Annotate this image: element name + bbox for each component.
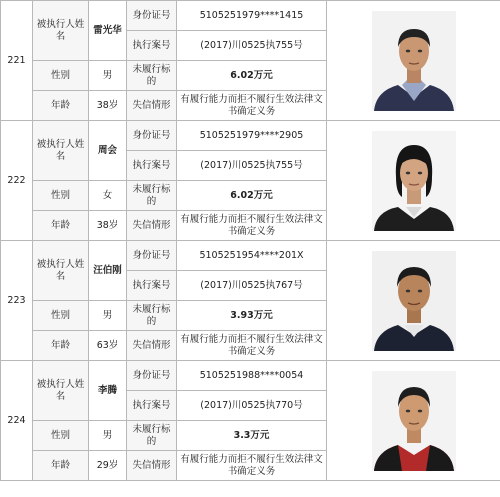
- id-number: 5105251979****2905: [177, 121, 327, 151]
- age-label: 年龄: [33, 91, 89, 121]
- gender-label: 性别: [33, 421, 89, 451]
- case-number: (2017)川0525执755号: [177, 31, 327, 61]
- portrait-photo: [372, 11, 456, 111]
- record-row: [1, 361, 500, 391]
- photo-cell: [327, 1, 500, 121]
- case-number: (2017)川0525执770号: [177, 391, 327, 421]
- age-label: 年龄: [33, 331, 89, 361]
- age-value: 29岁: [89, 451, 127, 481]
- gender-label: 性别: [33, 301, 89, 331]
- unpaid-label: 未履行标的: [127, 301, 177, 331]
- record-row: [1, 121, 500, 151]
- case-label: 执行案号: [127, 151, 177, 181]
- situation-label: 失信情形: [127, 91, 177, 121]
- situation-value: 有履行能力而拒不履行生效法律文书确定义务: [177, 211, 327, 241]
- gender-value: 男: [89, 301, 127, 331]
- name-label: 被执行人姓名: [33, 361, 89, 421]
- photo-cell: [327, 241, 500, 361]
- unpaid-amount: 3.3万元: [177, 421, 327, 451]
- unpaid-label: 未履行标的: [127, 61, 177, 91]
- situation-value: 有履行能力而拒不履行生效法律文书确定义务: [177, 91, 327, 121]
- age-value: 63岁: [89, 331, 127, 361]
- id-label: 身份证号: [127, 121, 177, 151]
- id-label: 身份证号: [127, 241, 177, 271]
- portrait-photo: [372, 131, 456, 231]
- record-row: [1, 1, 500, 31]
- id-label: 身份证号: [127, 361, 177, 391]
- id-label: 身份证号: [127, 1, 177, 31]
- id-number: 5105251988****0054: [177, 361, 327, 391]
- age-value: 38岁: [89, 211, 127, 241]
- name-label: 被执行人姓名: [33, 1, 89, 61]
- photo-cell: [327, 361, 500, 481]
- id-number: 5105251979****1415: [177, 1, 327, 31]
- situation-value: 有履行能力而拒不履行生效法律文书确定义务: [177, 451, 327, 481]
- age-label: 年龄: [33, 451, 89, 481]
- situation-value: 有履行能力而拒不履行生效法律文书确定义务: [177, 331, 327, 361]
- name-label: 被执行人姓名: [33, 121, 89, 181]
- case-number: (2017)川0525执755号: [177, 151, 327, 181]
- record-index: 224: [1, 361, 33, 481]
- photo-cell: [327, 121, 500, 241]
- situation-label: 失信情形: [127, 211, 177, 241]
- id-number: 5105251954****201X: [177, 241, 327, 271]
- debtor-name: 雷光华: [89, 1, 127, 61]
- case-label: 执行案号: [127, 391, 177, 421]
- age-value: 38岁: [89, 91, 127, 121]
- portrait-photo: [372, 371, 456, 471]
- case-number: (2017)川0525执767号: [177, 271, 327, 301]
- name-label: 被执行人姓名: [33, 241, 89, 301]
- situation-label: 失信情形: [127, 451, 177, 481]
- gender-value: 女: [89, 181, 127, 211]
- unpaid-label: 未履行标的: [127, 181, 177, 211]
- unpaid-label: 未履行标的: [127, 421, 177, 451]
- gender-value: 男: [89, 421, 127, 451]
- record-row: [1, 241, 500, 271]
- record-index: 222: [1, 121, 33, 241]
- situation-label: 失信情形: [127, 331, 177, 361]
- gender-label: 性别: [33, 181, 89, 211]
- record-index: 223: [1, 241, 33, 361]
- debtor-name: 汪伯刚: [89, 241, 127, 301]
- unpaid-amount: 6.02万元: [177, 61, 327, 91]
- gender-label: 性别: [33, 61, 89, 91]
- debtor-name: 李腾: [89, 361, 127, 421]
- unpaid-amount: 3.93万元: [177, 301, 327, 331]
- age-label: 年龄: [33, 211, 89, 241]
- portrait-photo: [372, 251, 456, 351]
- record-index: 221: [1, 1, 33, 121]
- case-label: 执行案号: [127, 271, 177, 301]
- gender-value: 男: [89, 61, 127, 91]
- unpaid-amount: 6.02万元: [177, 181, 327, 211]
- debtor-name: 周会: [89, 121, 127, 181]
- case-label: 执行案号: [127, 31, 177, 61]
